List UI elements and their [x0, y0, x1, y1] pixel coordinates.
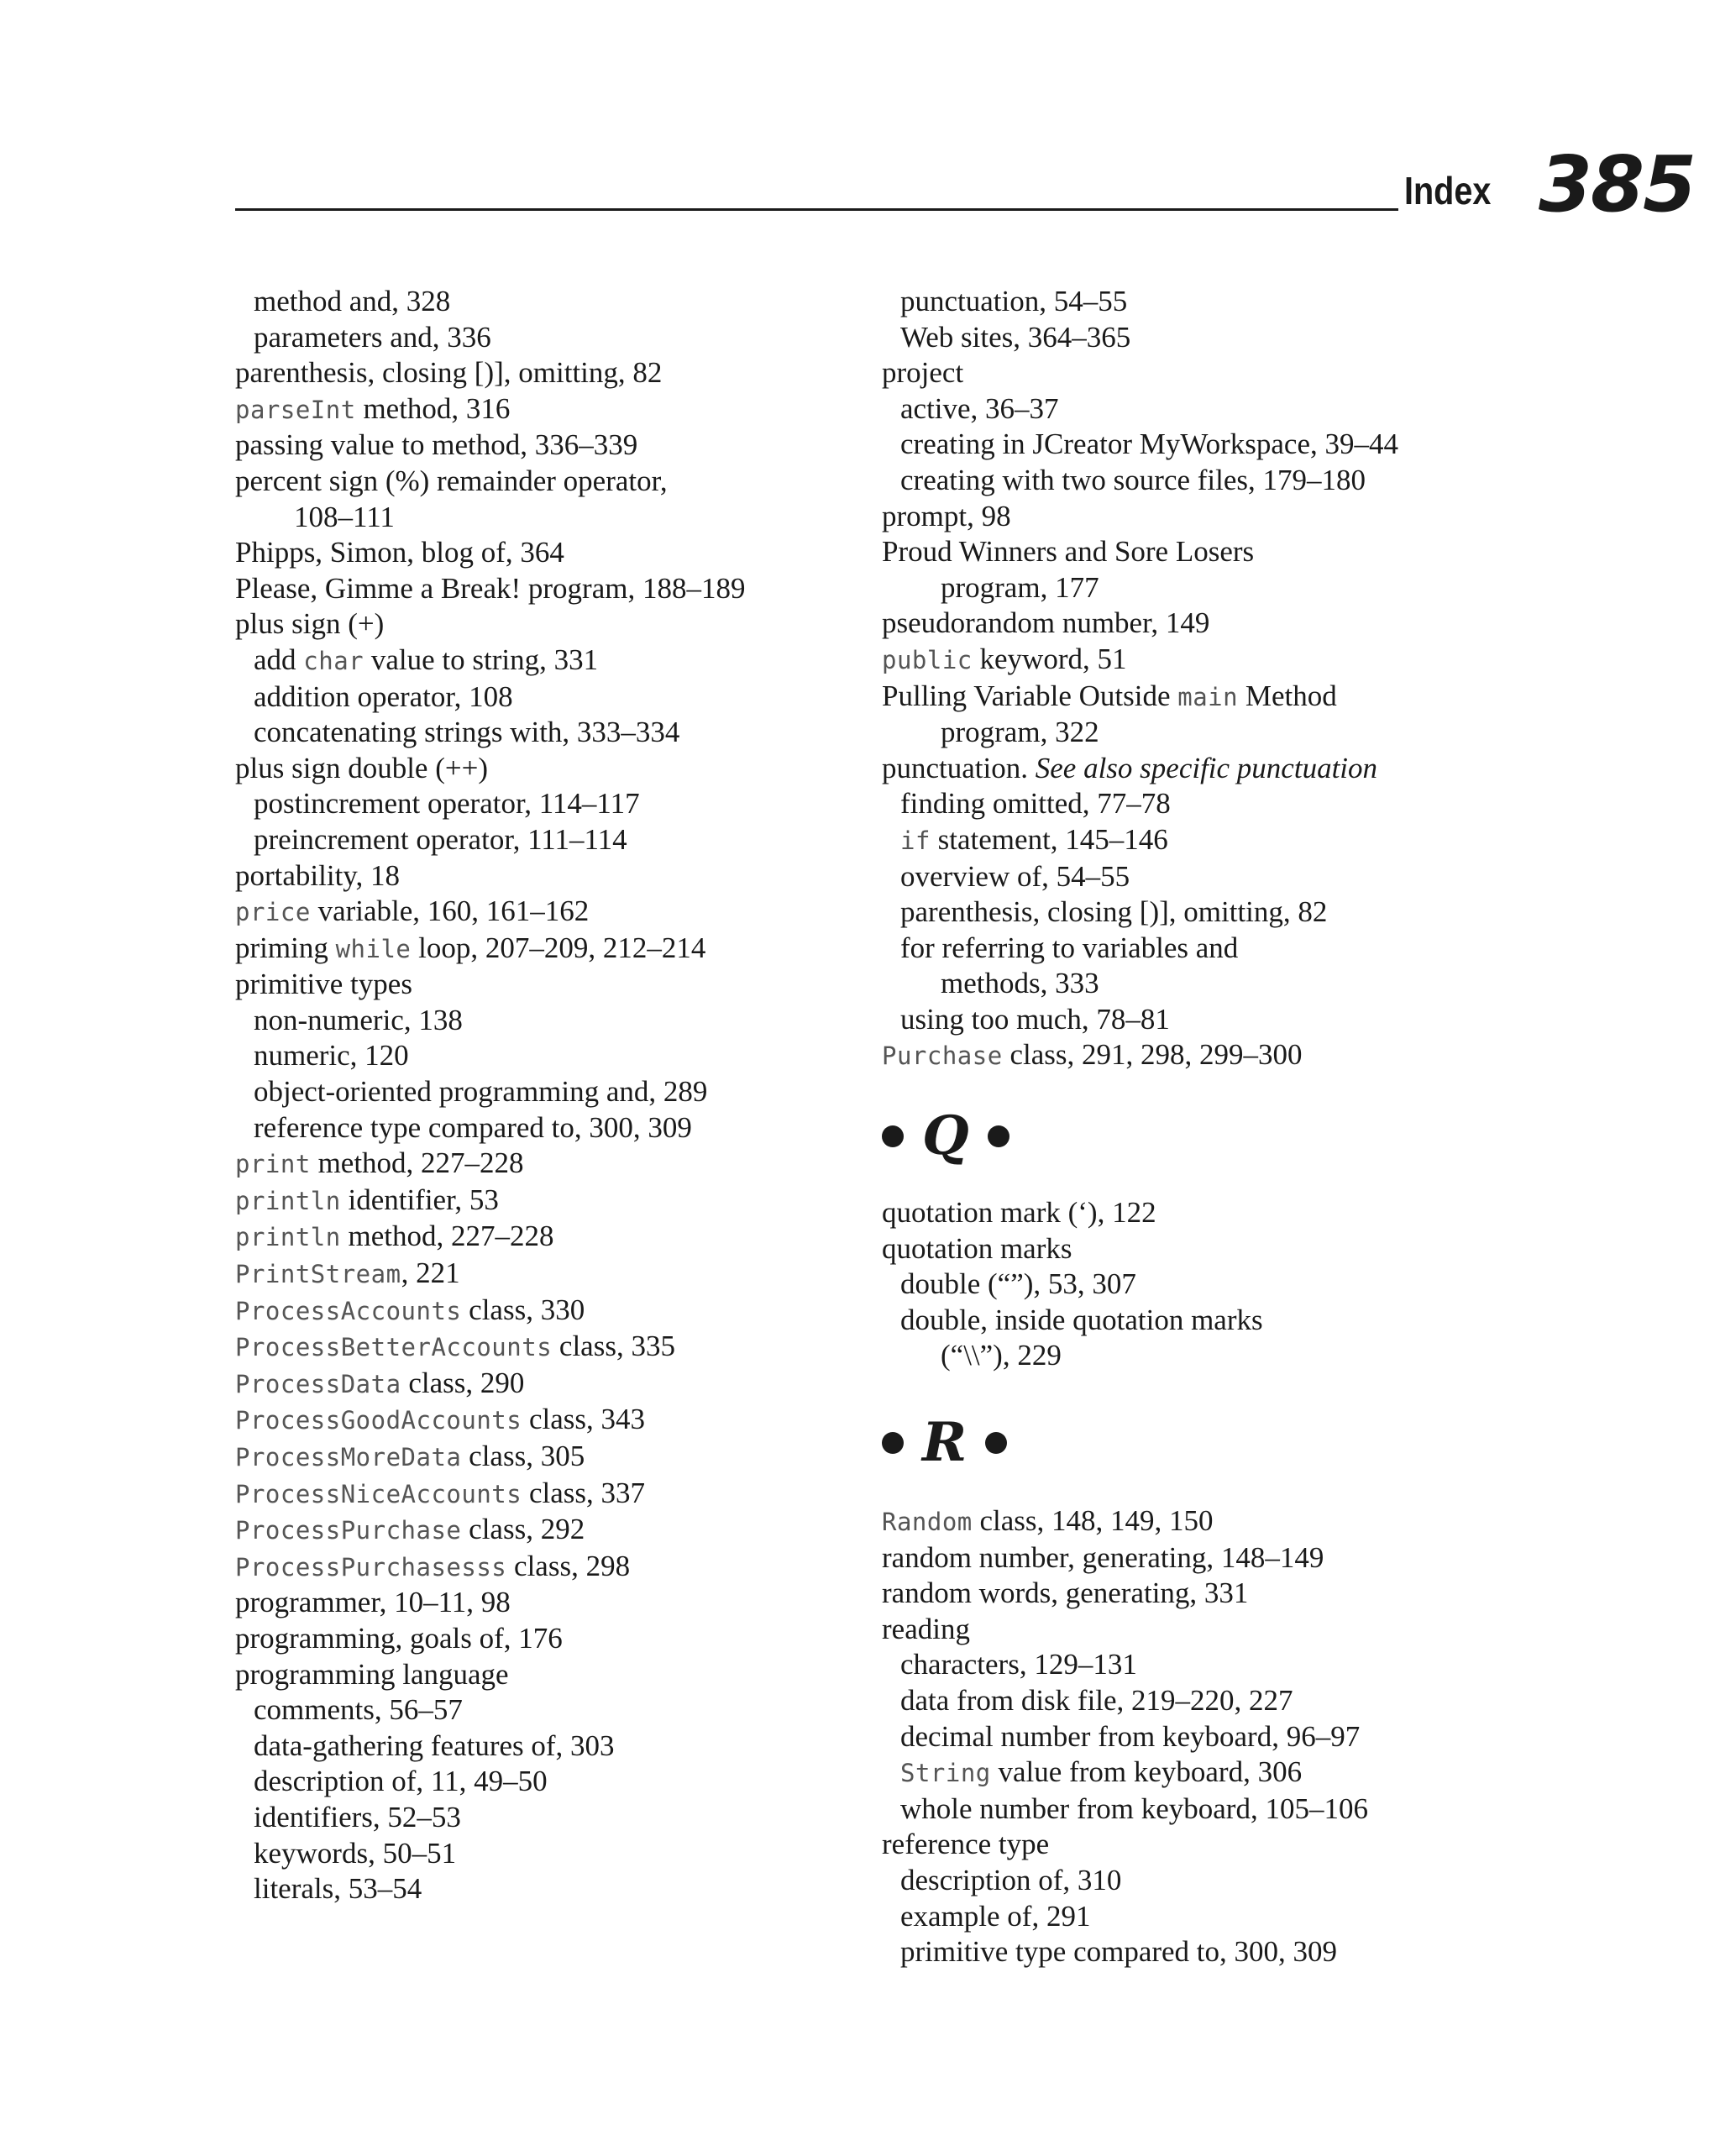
- index-subentry: [882, 391, 1537, 428]
- entry-text: postincrement operator, 114–117: [254, 787, 640, 821]
- entry-text: method, 227–228: [310, 1146, 524, 1180]
- index-subentry: [235, 1074, 873, 1110]
- index-entry: [235, 1402, 873, 1439]
- code-term: ProcessNiceAccounts: [235, 1479, 522, 1508]
- entry-text: for referring to variables and: [900, 931, 1239, 964]
- index-entry: [235, 967, 873, 1003]
- code-term: public: [882, 645, 973, 674]
- entry-text: passing value to method, 336–339: [235, 428, 638, 462]
- entry-text: methods, 333: [941, 967, 1099, 1000]
- index-entry: [235, 1657, 873, 1693]
- index-subentry: [882, 1934, 1537, 1970]
- index-entry: [882, 1231, 1537, 1267]
- index-entry: [235, 751, 873, 787]
- letter-heading-r: [882, 1389, 1537, 1497]
- entry-text: class, 343: [522, 1403, 646, 1436]
- entry-text: non-numeric, 138: [254, 1003, 463, 1036]
- index-subentry: [235, 1003, 873, 1039]
- entry-text: (“\\”), 229: [941, 1339, 1062, 1372]
- index-entry: [235, 1256, 873, 1293]
- entry-text: whole number from keyboard, 105–106: [900, 1791, 1368, 1825]
- entry-text: finding omitted, 77–78: [900, 787, 1171, 821]
- index-subentry: [235, 1728, 873, 1765]
- index-subentry: [882, 1719, 1537, 1755]
- entry-text: value to string, 331: [364, 643, 599, 676]
- entry-text: active, 36–37: [900, 391, 1059, 425]
- index-column-right: [882, 284, 1537, 1970]
- entry-text: statement, 145–146: [930, 822, 1168, 856]
- entry-text: random words, generating, 331: [882, 1576, 1249, 1610]
- entry-text: identifiers, 52–53: [254, 1800, 461, 1833]
- index-subentry: [235, 1871, 873, 1907]
- index-subentry: [882, 1791, 1537, 1828]
- index-subentry: [235, 1764, 873, 1800]
- index-entry: [882, 1827, 1537, 1863]
- entry-text: program, 177: [941, 570, 1099, 604]
- entry-text: See also specific punctuation: [1035, 751, 1378, 784]
- entry-text: add: [254, 643, 304, 676]
- index-entry: [235, 1621, 873, 1657]
- index-subentry: [235, 1692, 873, 1728]
- entry-text: preincrement operator, 111–114: [254, 822, 627, 856]
- index-entry: [235, 1146, 873, 1183]
- entry-text: reference type: [882, 1828, 1050, 1861]
- index-entry: [882, 751, 1537, 787]
- entry-text: percent sign (%) remainder operator,: [235, 464, 668, 497]
- index-entry: [235, 1549, 873, 1586]
- entry-text: double, inside quotation marks: [900, 1303, 1263, 1336]
- entry-text: concatenating strings with, 333–334: [254, 716, 680, 749]
- index-subentry: [235, 679, 873, 716]
- index-column-left: [235, 284, 873, 1907]
- entry-text: priming: [235, 931, 336, 964]
- index-entry: [882, 1576, 1537, 1612]
- entry-text: random number, generating, 148–149: [882, 1540, 1324, 1574]
- entry-text: 108–111: [294, 500, 395, 533]
- index-entry-continuation: [235, 500, 873, 536]
- entry-text: keyword, 51: [972, 642, 1127, 675]
- index-subentry: [882, 894, 1537, 931]
- entry-text: identifier, 53: [340, 1183, 499, 1216]
- index-subentry: [235, 1038, 873, 1074]
- entry-text: data from disk file, 219–220, 227: [900, 1684, 1293, 1717]
- code-term: ProcessPurchase: [235, 1516, 462, 1545]
- index-entry: [882, 1195, 1537, 1231]
- letter-heading-label: R: [922, 1411, 968, 1475]
- entry-text: data-gathering features of, 303: [254, 1728, 615, 1762]
- index-subentry: [235, 284, 873, 320]
- index-entry-continuation: [882, 1338, 1537, 1374]
- entry-text: quotation mark (‘), 122: [882, 1196, 1156, 1230]
- index-subentry: [882, 859, 1537, 895]
- entry-text: value from keyboard, 306: [990, 1755, 1303, 1789]
- index-subentry: [882, 1647, 1537, 1683]
- entry-text: parameters and, 336: [254, 320, 491, 354]
- index-entry: [235, 1585, 873, 1621]
- index-subentry: [235, 1110, 873, 1146]
- index-subentry: [235, 643, 873, 679]
- index-entry: [235, 464, 873, 500]
- entry-text: Method: [1238, 679, 1337, 712]
- entry-text: parenthesis, closing [)], omitting, 82: [900, 895, 1328, 929]
- index-subentry: [235, 1836, 873, 1872]
- code-term: ProcessPurchasesss: [235, 1552, 507, 1582]
- entry-text: class, 337: [522, 1476, 646, 1509]
- entry-text: punctuation, 54–55: [900, 285, 1128, 317]
- index-entry: [235, 1476, 873, 1513]
- entry-text: plus sign double (++): [235, 751, 488, 784]
- index-subentry: [882, 427, 1537, 463]
- index-entry: [882, 606, 1537, 642]
- entry-text: object-oriented programming and, 289: [254, 1075, 708, 1109]
- entry-text: parenthesis, closing [)], omitting, 82: [235, 356, 663, 390]
- page-header: [235, 139, 1696, 229]
- index-entry: [235, 428, 873, 464]
- index-subentry: [235, 786, 873, 822]
- entry-text: loop, 207–209, 212–214: [411, 931, 706, 964]
- code-term: price: [235, 898, 311, 927]
- index-entry: [235, 894, 873, 931]
- index-subentry: [882, 1899, 1537, 1935]
- index-entry: [882, 1503, 1537, 1540]
- index-entry: [235, 1439, 873, 1476]
- code-term: ProcessMoreData: [235, 1443, 462, 1471]
- entry-text: portability, 18: [235, 858, 401, 892]
- code-term: char: [303, 646, 364, 675]
- entry-text: , 221: [401, 1256, 460, 1290]
- entry-text: class, 305: [461, 1440, 585, 1472]
- bullet-icon: [985, 1432, 1007, 1454]
- index-entry: [235, 535, 873, 571]
- letter-heading-q: [882, 1083, 1537, 1190]
- index-entry: [235, 1366, 873, 1403]
- index-subentry: [882, 463, 1537, 499]
- entry-text: example of, 291: [900, 1899, 1091, 1933]
- index-entry: [235, 1293, 873, 1330]
- index-subentry: [882, 822, 1537, 859]
- entry-text: literals, 53–54: [254, 1872, 422, 1906]
- entry-text: method, 316: [355, 391, 511, 425]
- entry-text: description of, 11, 49–50: [254, 1765, 548, 1798]
- entry-text: punctuation.: [882, 751, 1036, 784]
- entry-text: plus sign (+): [235, 607, 385, 641]
- entry-text: reading: [882, 1612, 970, 1645]
- index-subentry: [882, 1683, 1537, 1719]
- index-subentry: [882, 1303, 1537, 1339]
- index-entry: [235, 391, 873, 428]
- entry-text: class, 148, 149, 150: [972, 1504, 1214, 1538]
- index-entry-continuation: [882, 715, 1537, 751]
- entry-text: keywords, 50–51: [254, 1836, 457, 1870]
- index-entry-continuation: [882, 966, 1537, 1002]
- index-entry: [882, 642, 1537, 679]
- index-entry: [235, 1512, 873, 1549]
- entry-text: class, 298: [506, 1549, 631, 1582]
- entry-text: class, 330: [461, 1293, 585, 1326]
- index-subentry: [235, 715, 873, 751]
- entry-text: programming, goals of, 176: [235, 1621, 563, 1655]
- code-term: ProcessAccounts: [235, 1296, 462, 1325]
- entry-text: comments, 56–57: [254, 1693, 463, 1727]
- index-entry: [882, 1540, 1537, 1576]
- index-entry-continuation: [882, 570, 1537, 606]
- index-subentry: [882, 1863, 1537, 1899]
- running-head-section: Index: [1404, 169, 1492, 212]
- index-entry: [235, 931, 873, 968]
- entry-text: decimal number from keyboard, 96–97: [900, 1719, 1361, 1753]
- header-rule: [235, 208, 1398, 211]
- entry-text: reference type compared to, 300, 309: [254, 1110, 692, 1144]
- code-term: parseInt: [235, 395, 356, 424]
- index-entry: [882, 1037, 1537, 1074]
- index-entry: [882, 1612, 1537, 1648]
- entry-text: quotation marks: [882, 1231, 1072, 1265]
- code-term: String: [900, 1759, 991, 1788]
- index-subentry: [882, 1002, 1537, 1038]
- code-term: ProcessGoodAccounts: [235, 1406, 522, 1435]
- entry-text: using too much, 78–81: [900, 1002, 1170, 1036]
- entry-text: method, 227–228: [340, 1220, 554, 1253]
- entry-text: class, 291, 298, 299–300: [1002, 1038, 1303, 1072]
- entry-text: Please, Gimme a Break! program, 188–189: [235, 571, 746, 605]
- index-entry: [882, 355, 1537, 391]
- bullet-icon: [988, 1125, 1009, 1147]
- entry-text: overview of, 54–55: [900, 859, 1130, 893]
- entry-text: class, 290: [401, 1366, 525, 1399]
- code-term: ProcessData: [235, 1369, 401, 1398]
- code-term: print: [235, 1150, 311, 1179]
- entry-text: class, 292: [461, 1513, 585, 1546]
- entry-text: double (“”), 53, 307: [900, 1267, 1136, 1301]
- code-term: Purchase: [882, 1041, 1003, 1071]
- entry-text: prompt, 98: [882, 499, 1011, 532]
- index-entry: [882, 499, 1537, 535]
- code-term: println: [235, 1186, 341, 1215]
- bullet-icon: [882, 1432, 904, 1454]
- index-subentry: [235, 320, 873, 356]
- entry-text: Phipps, Simon, blog of, 364: [235, 536, 564, 569]
- code-term: ProcessBetterAccounts: [235, 1333, 553, 1362]
- index-subentry: [235, 822, 873, 858]
- entry-text: programmer, 10–11, 98: [235, 1586, 511, 1619]
- index-subentry: [882, 284, 1537, 320]
- entry-text: programming language: [235, 1657, 509, 1691]
- letter-heading-label: Q: [922, 1104, 969, 1168]
- code-term: while: [335, 934, 412, 963]
- entry-text: creating with two source files, 179–180: [900, 463, 1366, 496]
- index-entry: [882, 679, 1537, 716]
- index-entry: [235, 858, 873, 894]
- entry-text: numeric, 120: [254, 1039, 409, 1073]
- entry-text: Proud Winners and Sore Losers: [882, 535, 1255, 569]
- entry-text: addition operator, 108: [254, 679, 513, 713]
- entry-text: characters, 129–131: [900, 1648, 1137, 1681]
- index-entry: [235, 606, 873, 643]
- entry-text: Pulling Variable Outside: [882, 679, 1178, 712]
- entry-text: primitive types: [235, 968, 412, 1001]
- index-entry: [882, 534, 1537, 570]
- index-entry: [235, 1219, 873, 1256]
- index-entry: [235, 355, 873, 391]
- index-entry: [235, 571, 873, 607]
- code-term: main: [1177, 682, 1239, 711]
- index-subentry: [882, 320, 1537, 356]
- bullet-icon: [882, 1125, 904, 1147]
- index-subentry: [882, 931, 1537, 967]
- entry-text: primitive type compared to, 300, 309: [900, 1935, 1338, 1969]
- index-subentry: [882, 786, 1537, 822]
- index-subentry: [882, 1755, 1537, 1791]
- entry-text: method and, 328: [254, 285, 451, 317]
- index-entry: [235, 1329, 873, 1366]
- code-term: PrintStream: [235, 1260, 401, 1289]
- entry-text: project: [882, 356, 964, 390]
- index-subentry: [882, 1267, 1537, 1303]
- entry-text: description of, 310: [900, 1863, 1122, 1896]
- entry-text: creating in JCreator MyWorkspace, 39–44: [900, 428, 1398, 461]
- index-subentry: [235, 1800, 873, 1836]
- entry-text: Web sites, 364–365: [900, 320, 1131, 354]
- entry-text: pseudorandom number, 149: [882, 606, 1210, 640]
- code-term: println: [235, 1223, 341, 1252]
- code-term: if: [900, 826, 931, 855]
- page-number: 385: [1539, 139, 1696, 229]
- index-entry: [235, 1183, 873, 1220]
- entry-text: class, 335: [552, 1330, 675, 1363]
- code-term: Random: [882, 1508, 973, 1537]
- entry-text: program, 322: [941, 716, 1099, 749]
- entry-text: variable, 160, 161–162: [310, 894, 590, 928]
